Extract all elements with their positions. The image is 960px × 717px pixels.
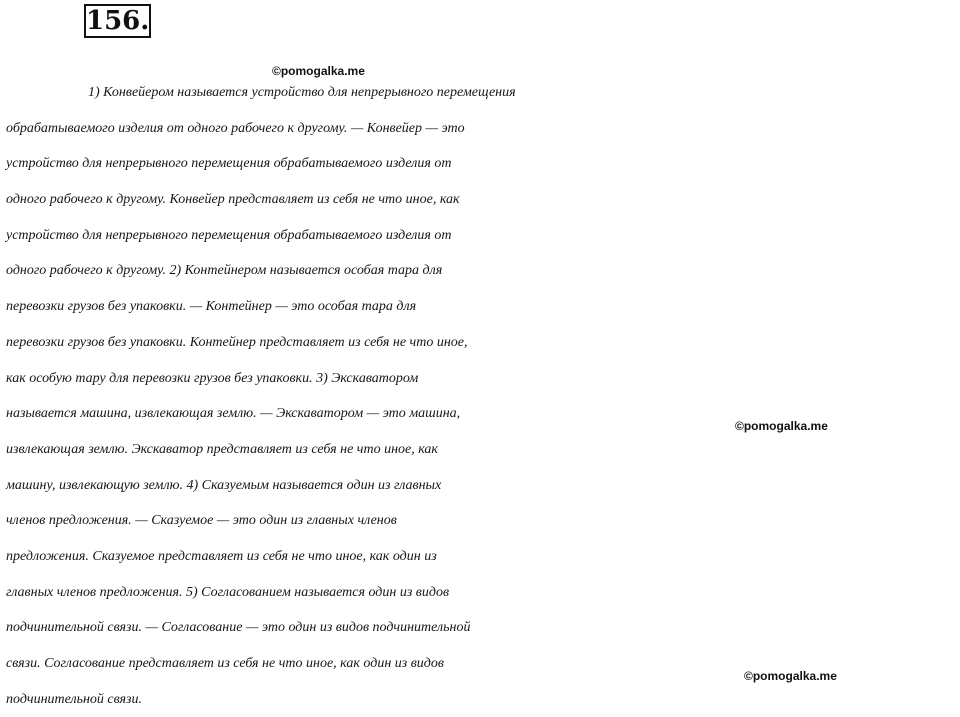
- text-line: главных членов предложения. 5) Согласованием называется один из видов: [6, 584, 450, 600]
- watermark: ©pomogalka.me: [735, 419, 828, 433]
- text-line: устройство для непрерывного перемещения обрабатываемого изделия от: [6, 227, 452, 243]
- text-line: как особую тару для перевозки грузов без упаковки. 3) Экскаватором: [6, 370, 419, 386]
- text-line: подчинительной связи. — Согласование — это один из видов подчинительной: [6, 620, 471, 636]
- task-number-box: 156.: [86, 6, 150, 36]
- watermark: ©pomogalka.me: [272, 64, 365, 78]
- text-line: связи. Согласование представляет из себя не что иное, как один из видов: [6, 656, 444, 671]
- text-line: предложения. Сказуемое представляет из себя не что иное, как один из: [6, 548, 437, 564]
- text-line: одного рабочего к другому. Конвейер представляет из себя не что иное, как: [6, 192, 460, 208]
- text-line: членов предложения. — Сказуемое — это один из главных членов: [6, 513, 397, 529]
- watermark: ©pomogalka.me: [744, 669, 837, 683]
- answer-text: [6, 75, 958, 717]
- text-line: называется машина, извлекающая землю. — Экскаватором — это машина,: [6, 406, 461, 422]
- text-line: устройство для непрерывного перемещения обрабатываемого изделия от: [6, 156, 452, 172]
- text-line: одного рабочего к другому. 2) Контейнером называется особая тара для: [6, 263, 443, 279]
- text-line: 1) Конвейером называется устройство для непрерывного перемещения: [88, 85, 516, 100]
- text-line: перевозки грузов без упаковки. — Контейнер — это особая тара для: [6, 299, 417, 315]
- text-line: перевозки грузов без упаковки. Контейнер представляет из себя не что иное,: [6, 334, 468, 350]
- text-line: извлекающая землю. Экскаватор представляет из себя не что иное, как: [6, 441, 438, 457]
- text-line: обрабатываемого изделия от одного рабочего к другому. — Конвейер — это: [6, 120, 465, 136]
- text-line: подчинительной связи.: [6, 691, 142, 707]
- text-line: машину, извлекающую землю. 4) Сказуемым называется один из главных: [6, 477, 442, 493]
